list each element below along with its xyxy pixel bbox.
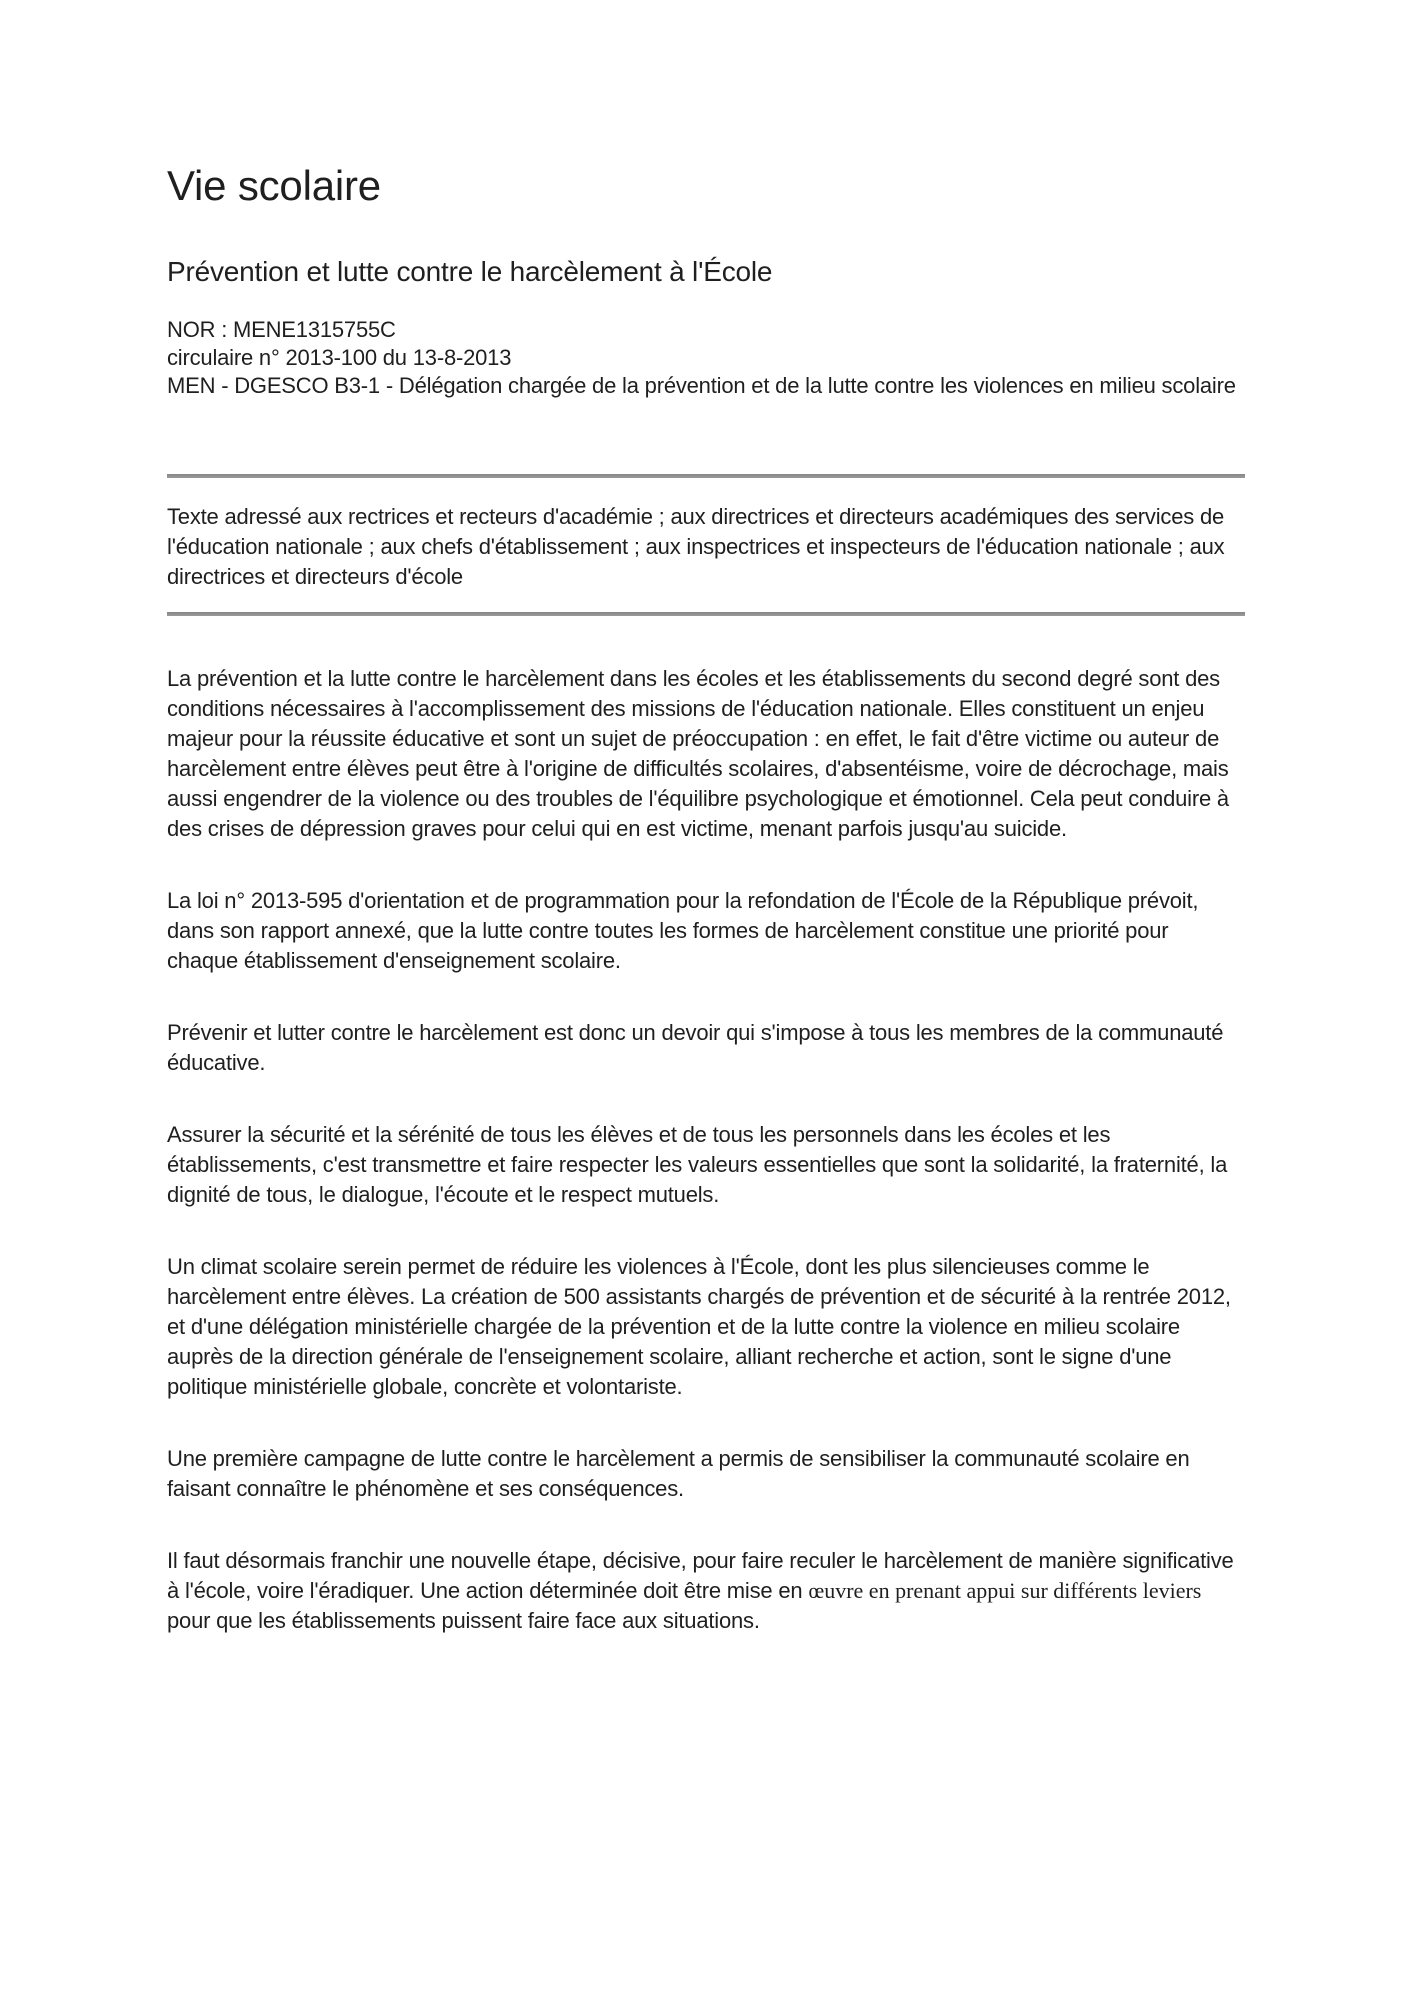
divider-bottom <box>167 612 1245 616</box>
meta-issuing-authority: MEN - DGESCO B3-1 - Délégation chargée de la prévention et de la lutte contre les violences en milieu scolaire <box>167 373 1236 398</box>
document-meta <box>167 316 1245 400</box>
document-body <box>167 664 1245 1636</box>
addressees-block: Texte adressé aux rectrices et recteurs d'académie ; aux directrices et directeurs académiques des services de l'éducation nationale ; aux chefs d'établissement ; aux inspectrices et inspecteurs de l'éducation nationale ; aux directrices et directeurs d'école <box>167 504 1225 589</box>
paragraph-7 <box>167 1546 1245 1636</box>
final-paragraph-serif-segment: œuvre en prenant appui sur différents leviers <box>808 1578 1202 1603</box>
paragraph-2: La loi n° 2013-595 d'orientation et de programmation pour la refondation de l'École de la République prévoit, dans son rapport annexé, que la lutte contre toutes les formes de harcèlement constitue une priorité pour chaque établissement d'enseignement scolaire. <box>167 888 1199 973</box>
page-title: Vie scolaire <box>167 162 381 209</box>
paragraph-5: Un climat scolaire serein permet de réduire les violences à l'École, dont les plus silencieuses comme le harcèlement entre élèves. La création de 500 assistants chargés de prévention et de sécurité à la rentrée 2012, et d'une délégation ministérielle chargée de la prévention et de la lutte contre la violence en milieu scolaire auprès de la direction générale de l'enseignement scolaire, alliant recherche et action, sont le signe d'une politique ministérielle globale, concrète et volontariste. <box>167 1254 1231 1399</box>
final-paragraph-tail: pour que les établissements puissent faire face aux situations. <box>167 1608 760 1633</box>
page-subtitle: Prévention et lutte contre le harcèlement à l'École <box>167 256 773 287</box>
paragraph-6: Une première campagne de lutte contre le harcèlement a permis de sensibiliser la communauté scolaire en faisant connaître le phénomène et ses conséquences. <box>167 1446 1190 1501</box>
paragraph-1: La prévention et la lutte contre le harcèlement dans les écoles et les établissements du second degré sont des conditions nécessaires à l'accomplissement des missions de l'éducation nationale. Elles constituent un enjeu majeur pour la réussite éducative et sont un sujet de préoccupation : en effet, le fait d'être victime ou auteur de harcèlement entre élèves peut être à l'origine de difficultés scolaires, d'absentéisme, voire de décrochage, mais aussi engendrer de la violence ou des troubles de l'équilibre psychologique et émotionnel. Cela peut conduire à des crises de dépression graves pour celui qui en est victime, menant parfois jusqu'au suicide. <box>167 666 1229 841</box>
paragraph-4: Assurer la sécurité et la sérénité de tous les élèves et de tous les personnels dans les écoles et les établissements, c'est transmettre et faire respecter les valeurs essentielles que sont la solidarité, la fraternité, la dignité de tous, le dialogue, l'écoute et le respect mutuels. <box>167 1122 1228 1207</box>
divider-top <box>167 474 1245 478</box>
document-page <box>167 0 1245 1636</box>
meta-nor-number: NOR : MENE1315755C <box>167 317 396 342</box>
final-paragraph-lead: Il faut désormais franchir une nouvelle étape, décisive, pour faire reculer le harcèlement de manière significative à l'école, voire l'éradiquer. Une action déterminée doit être mise en <box>167 1548 1234 1603</box>
meta-circulaire-reference: circulaire n° 2013-100 du 13-8-2013 <box>167 345 512 370</box>
paragraph-3: Prévenir et lutter contre le harcèlement est donc un devoir qui s'impose à tous les membres de la communauté éducative. <box>167 1020 1224 1075</box>
